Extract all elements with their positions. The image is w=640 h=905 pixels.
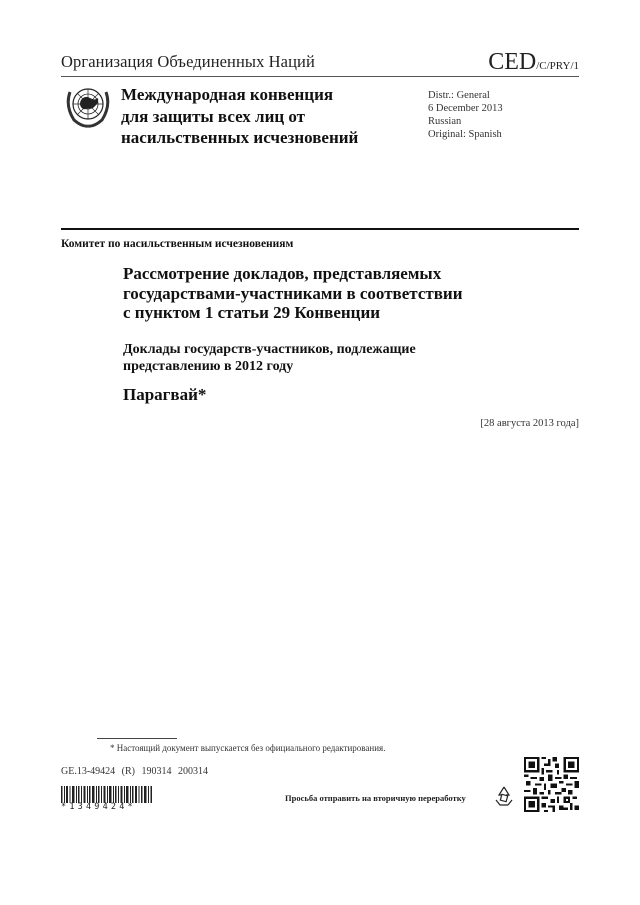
title-block-rule bbox=[61, 228, 579, 230]
job-number: GE.13-49424 (R) 190314 200314 bbox=[61, 766, 208, 777]
footnote: * Настоящий документ выпускается без официального редактирования. bbox=[110, 743, 386, 753]
un-emblem-icon bbox=[62, 80, 114, 132]
document-symbol bbox=[488, 49, 579, 76]
convention-title-line: насильственных исчезновений bbox=[121, 128, 359, 147]
recycle-icon bbox=[492, 784, 516, 808]
convention-title bbox=[121, 84, 358, 149]
convention-title-line: Международная конвенция bbox=[121, 85, 334, 104]
document-symbol-suffix: /C/PRY/1 bbox=[536, 60, 579, 72]
recycle-notice: Просьба отправить на вторичную переработку bbox=[285, 793, 466, 803]
sub-heading-line: Доклады государств-участников, подлежащие bbox=[123, 342, 416, 357]
organization-name: Организация Объединенных Наций bbox=[61, 52, 315, 71]
barcode-icon bbox=[61, 786, 153, 803]
distribution-original: Original: Spanish bbox=[428, 129, 502, 140]
qr-code-icon bbox=[524, 757, 579, 812]
barcode-number: *1349424* bbox=[61, 802, 136, 812]
report-date: [28 августа 2013 года] bbox=[480, 418, 579, 429]
sub-heading bbox=[123, 342, 416, 375]
distribution-type: Distr.: General bbox=[428, 90, 490, 101]
committee-name: Комитет по насильственным исчезновениям bbox=[61, 238, 294, 250]
sub-heading-line: представлению в 2012 году bbox=[123, 358, 294, 374]
main-heading-line: государствами-участниками в соответствии bbox=[123, 283, 463, 303]
distribution-block bbox=[428, 89, 503, 141]
header-rule bbox=[61, 76, 579, 77]
distribution-date: 6 December 2013 bbox=[428, 103, 503, 114]
footnote-rule bbox=[97, 738, 177, 739]
country-heading: Парагвай* bbox=[123, 385, 207, 404]
distribution-language: Russian bbox=[428, 116, 462, 127]
document-symbol-main: CED bbox=[488, 49, 537, 75]
main-heading bbox=[123, 264, 463, 323]
main-heading-line: Рассмотрение докладов, представляемых bbox=[123, 264, 442, 283]
convention-title-line: для защиты всех лиц от bbox=[121, 106, 306, 126]
main-heading-line: с пунктом 1 статьи 29 Конвенции bbox=[123, 303, 381, 322]
